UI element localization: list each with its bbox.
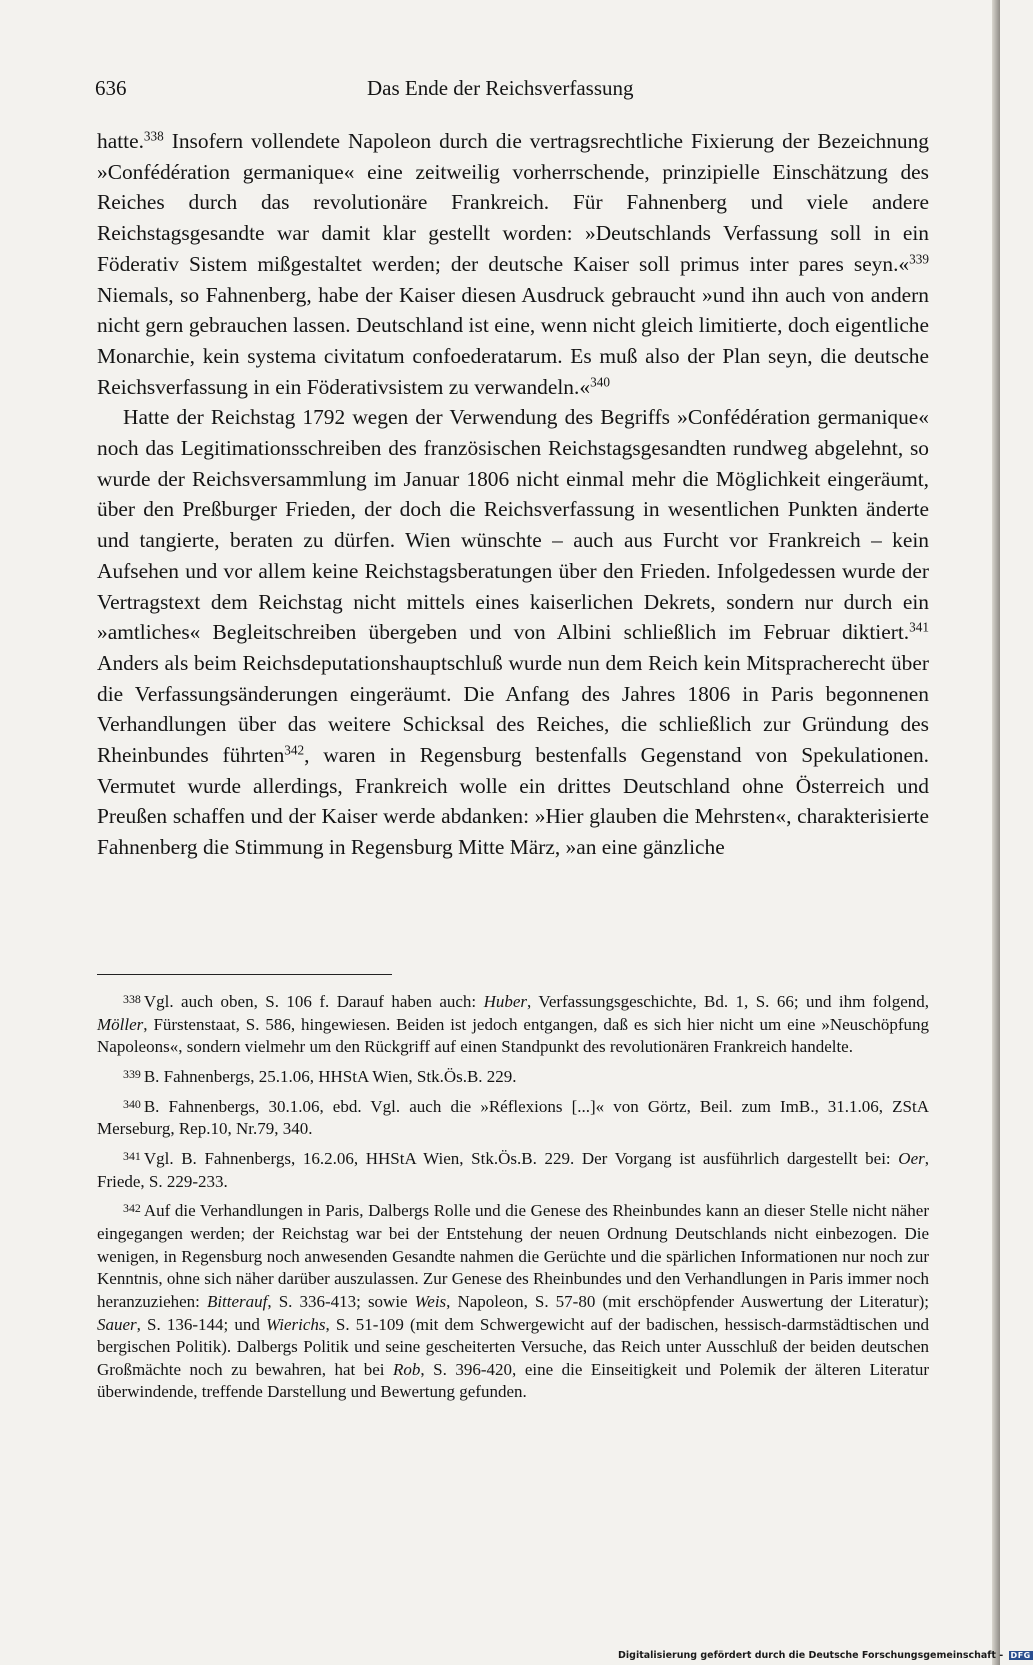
footnote-number: 339: [123, 1066, 141, 1081]
footnote-number: 342: [123, 1201, 141, 1216]
paragraph: [97, 402, 929, 863]
page-header: [95, 76, 885, 106]
paragraph: [97, 126, 929, 402]
footnote-reference: 340: [590, 374, 610, 390]
author-name: Sauer: [97, 1314, 137, 1334]
text-run: , Friede, S. 229-233.: [97, 1149, 929, 1191]
author-name: Weis: [414, 1291, 447, 1311]
text-run: B. Fahnenbergs, 25.1.06, HHStA Wien, Stk.Ös.B. 229.: [143, 1067, 517, 1087]
footnote-reference: 339: [909, 251, 929, 267]
text-run: Insofern vollendete Napoleon durch die vertragsrechtliche Fixierung der Bezeichnung »Confédération germanique« eine zeitweilig vorherrschende, prinzipielle Einschätzung des Reiches durch das revolutionäre Frankreich. Für Fahnenberg und viele andere Reichstagsgesandte war damit klar gestellt worden: »Deutschlands Verfassung soll in ein Föderativ Sistem mißgestaltet werden; der deutsche Kaiser soll primus inter pares seyn.«: [97, 129, 929, 276]
text-run: hatte.: [97, 129, 144, 153]
running-title: Das Ende der Reichsverfassung: [367, 76, 634, 100]
text-run: Hatte der Reichstag 1792 wegen der Verwendung des Begriffs »Confédération germanique« noch das Legitimationsschreiben des französischen Reichstagsgesandten rundweg abgelehnt, so wurde der Reichsversammlung im Januar 1806 nicht einmal mehr die Möglichkeit eingeräumt, über den Preßburger Frieden, der doch die Reichsverfassung in wesentlichen Punkten änderte und tangierte, beraten zu dürfen. Wien wünschte – auch aus Furcht vor Frankreich – kein Aufsehen und vor allem keine Reichstagsberatungen über den Frieden. Infolgedessen wurde der Vertragstext dem Reichstag nicht mittels eines kaiserlichen Dekrets, sondern nur durch ein »amtliches« Begleitschreiben übergeben und von Albini schließlich im Februar diktiert.: [97, 405, 929, 645]
footnote-340: [97, 1093, 929, 1141]
page-edge-shadow: [992, 0, 1000, 1665]
text-run: Auf die Verhandlungen in Paris, Dalbergs Rolle und die Genese des Rheinbundes kann an dieser Stelle nicht näher eingegangen werden; der Reichstag war bei der Entstehung der neuen Ordnung Deutschlands nicht einbezogen. Die wenigen, in Regensburg noch anwesenden Gesandte nahmen die Gerüchte und die spärlichen Informationen nur noch zur Kenntnis, ohne sich näher darüber auszulassen. Zur Genese des Rheinbundes und den Verhandlungen in Paris immer noch heranzuziehen:: [97, 1201, 929, 1311]
main-text: [97, 126, 929, 863]
author-name: Rob: [393, 1359, 421, 1379]
text-run: B. Fahnenbergs, 30.1.06, ebd. Vgl. auch die »Réflexions [...]« von Görtz, Beil. zum ImB., 31.1.06, ZStA Merseburg, Rep.10, Nr.79, 340.: [97, 1096, 929, 1139]
credit-text: Digitalisierung gefördert durch die Deutsche Forschungsgemeinschaft -: [618, 1650, 1004, 1661]
footnote-341: [97, 1145, 929, 1193]
author-name: Möller: [97, 1014, 144, 1034]
text-run: Vgl. B. Fahnenbergs, 16.2.06, HHStA Wien, Stk.Ös.B. 229. Der Vorgang ist ausführlich dargestellt bei:: [143, 1149, 899, 1169]
footnote-number: 338: [123, 992, 141, 1006]
footnote-339: [97, 1063, 929, 1089]
text-run: , S. 136-144; und: [136, 1314, 267, 1334]
text-run: , Napoleon, S. 57-80 (mit erschöpfender Auswertung der Literatur);: [446, 1291, 929, 1311]
dfg-logo: DFG: [1010, 1651, 1031, 1660]
author-name: Bitterauf: [206, 1291, 268, 1311]
footnote-number: 340: [123, 1096, 141, 1111]
text-run: , S. 336-413; sowie: [267, 1291, 415, 1311]
text-run: Vgl. auch oben, S. 106 f. Darauf haben auch:: [143, 992, 484, 1012]
text-run: , waren in Regensburg bestenfalls Gegenstand von Spekulationen. Vermutet wurde allerdings, Frankreich wolle ein drittes Deutschland ohne Österreich und Preußen schaffen und der Kaiser werde abdanken: »Hier glauben die Mehrsten«, charakterisierte Fahnenberg die Stimmung in Regensburg Mitte März, »an eine gänzliche: [97, 743, 930, 860]
footnote-reference: 338: [143, 128, 164, 144]
text-run: , S. 396-420, eine die Einseitigkeit und Polemik der älteren Literatur überwindende, treffende Darstellung und Bewertung gefunden.: [97, 1359, 929, 1402]
footnote-reference: 342: [284, 742, 305, 758]
author-name: Wierichs: [266, 1314, 326, 1334]
text-run: , Fürstenstaat, S. 586, hingewiesen. Beiden ist jedoch entgangen, daß es sich hier nicht um eine »Neuschöpfung Napoleons«, sondern vielmehr um den Rückgriff auf einen Standpunkt des revolutionären Frankreich handelte.: [97, 1014, 929, 1057]
digitization-credit: [618, 1650, 1031, 1664]
footnote-342: [97, 1197, 929, 1404]
author-name: Huber: [483, 992, 528, 1012]
text-run: Niemals, so Fahnenberg, habe der Kaiser diesen Ausdruck gebraucht »und ihn auch von andern nicht gern gebrauchen lassen. Deutschland ist eine, wenn nicht gleich limitierte, doch eigentliche Monarchie, kein systema civitatum confoederatarum. Es muß also der Plan seyn, die deutsche Reichsverfassung in ein Föderativsistem zu verwandeln.«: [97, 282, 929, 399]
footnote-338: [97, 988, 929, 1059]
footnotes: [97, 988, 929, 1408]
text-run: Anders als beim Reichsdeputationshauptschluß wurde nun dem Reich kein Mitspracherecht über die Verfassungsänderungen eingeräumt. Die Anfang des Jahres 1806 in Paris begonnenen Verhandlungen über das weitere Schicksal des Reiches, die schließlich zur Gründung des Rheinbundes führten: [97, 650, 929, 768]
author-name: Oer: [898, 1149, 925, 1169]
footnote-reference: 341: [909, 619, 929, 635]
footnote-divider: [97, 974, 392, 975]
text-run: , S. 51-109 (mit dem Schwergewicht auf der badischen, hessisch-darmstädtischen und bergischen Politik). Dalbergs Politik und seine gescheiterten Versuche, das Reich unter Ausschluß der beiden deutschen Großmächte noch zu bewahren, hat bei: [97, 1314, 929, 1379]
text-run: , Verfassungsgeschichte, Bd. 1, S. 66; und ihm folgend,: [527, 992, 929, 1012]
page-number: 636: [95, 76, 127, 100]
footnote-number: 341: [123, 1149, 141, 1164]
